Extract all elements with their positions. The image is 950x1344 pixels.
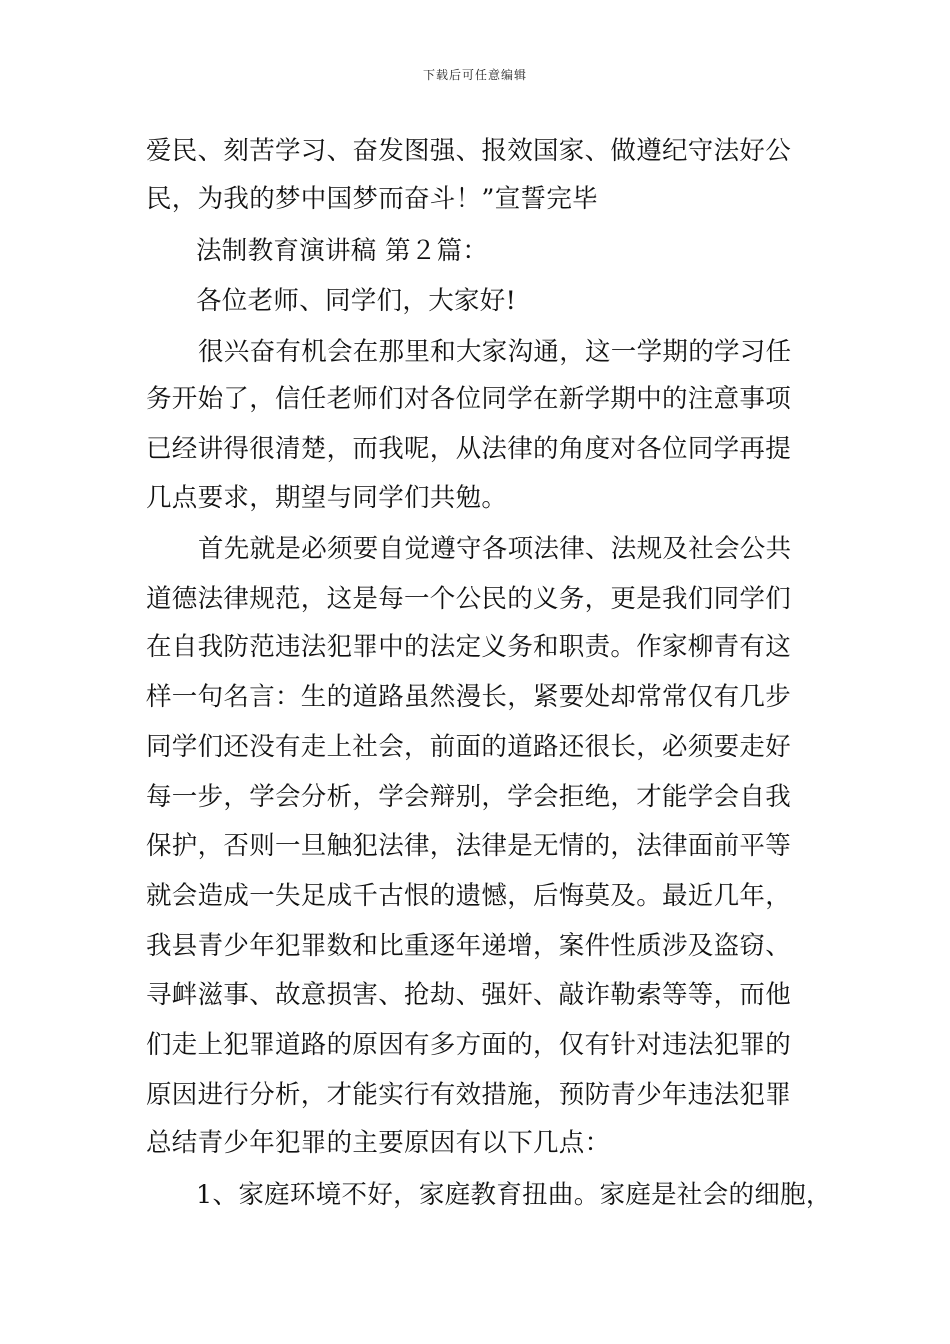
body-line: 就会造成一失足成千古恨的遗憾，后悔莫及。最近几年， [146, 881, 792, 911]
body-line: 在自我防范违法犯罪中的法定义务和职责。作家柳青有这 [146, 632, 792, 662]
body-line: 务开始了，信任老师们对各位同学在新学期中的注意事项 [146, 384, 792, 414]
section-title: 法制教育演讲稿 第２篇： [196, 236, 489, 266]
body-line: 原因进行分析，才能实行有效措施，预防青少年违法犯罪 [146, 1080, 792, 1110]
body-line: 我县青少年犯罪数和比重逐年递增，案件性质涉及盗窃、 [146, 931, 792, 961]
body-line: 已经讲得很清楚，而我呢，从法律的角度对各位同学再提 [146, 434, 792, 464]
body-line: 每一步，学会分析，学会辩别，学会拒绝，才能学会自我 [146, 782, 792, 812]
body-line: 很兴奋有机会在那里和大家沟通，这一学期的学习任 [198, 337, 792, 367]
body-line: 道德法律规范，这是每一个公民的义务，更是我们同学们 [146, 584, 792, 614]
body-line: 首先就是必须要自觉遵守各项法律、法规及社会公共 [198, 534, 792, 564]
body-line: 民，为我的梦中国梦而奋斗！”宣誓完毕 [146, 184, 598, 214]
body-line: 总结青少年犯罪的主要原因有以下几点： [146, 1128, 611, 1158]
body-line: 们走上犯罪道路的原因有多方面的，仅有针对违法犯罪的 [146, 1030, 792, 1060]
page-header: 下载后可任意编辑 [422, 68, 527, 82]
body-line: 同学们还没有走上社会，前面的道路还很长，必须要走好 [146, 732, 792, 762]
body-line: 保护，否则一旦触犯法律，法律是无情的，法律面前平等 [146, 831, 792, 861]
body-line: 样一句名言：生的道路虽然漫长，紧要处却常常仅有几步 [146, 682, 792, 712]
body-line: 几点要求，期望与同学们共勉。 [146, 483, 508, 513]
list-item: 1、家庭环境不好，家庭教育扭曲。家庭是社会的细胞， [196, 1180, 832, 1210]
body-line: 爱民、刻苦学习、奋发图强、报效国家、做遵纪守法好公 [146, 136, 792, 166]
body-line: 寻衅滋事、故意损害、抢劫、强奸、敲诈勒索等等，而他 [146, 980, 792, 1010]
greeting: 各位老师、同学们，大家好! [196, 286, 517, 316]
